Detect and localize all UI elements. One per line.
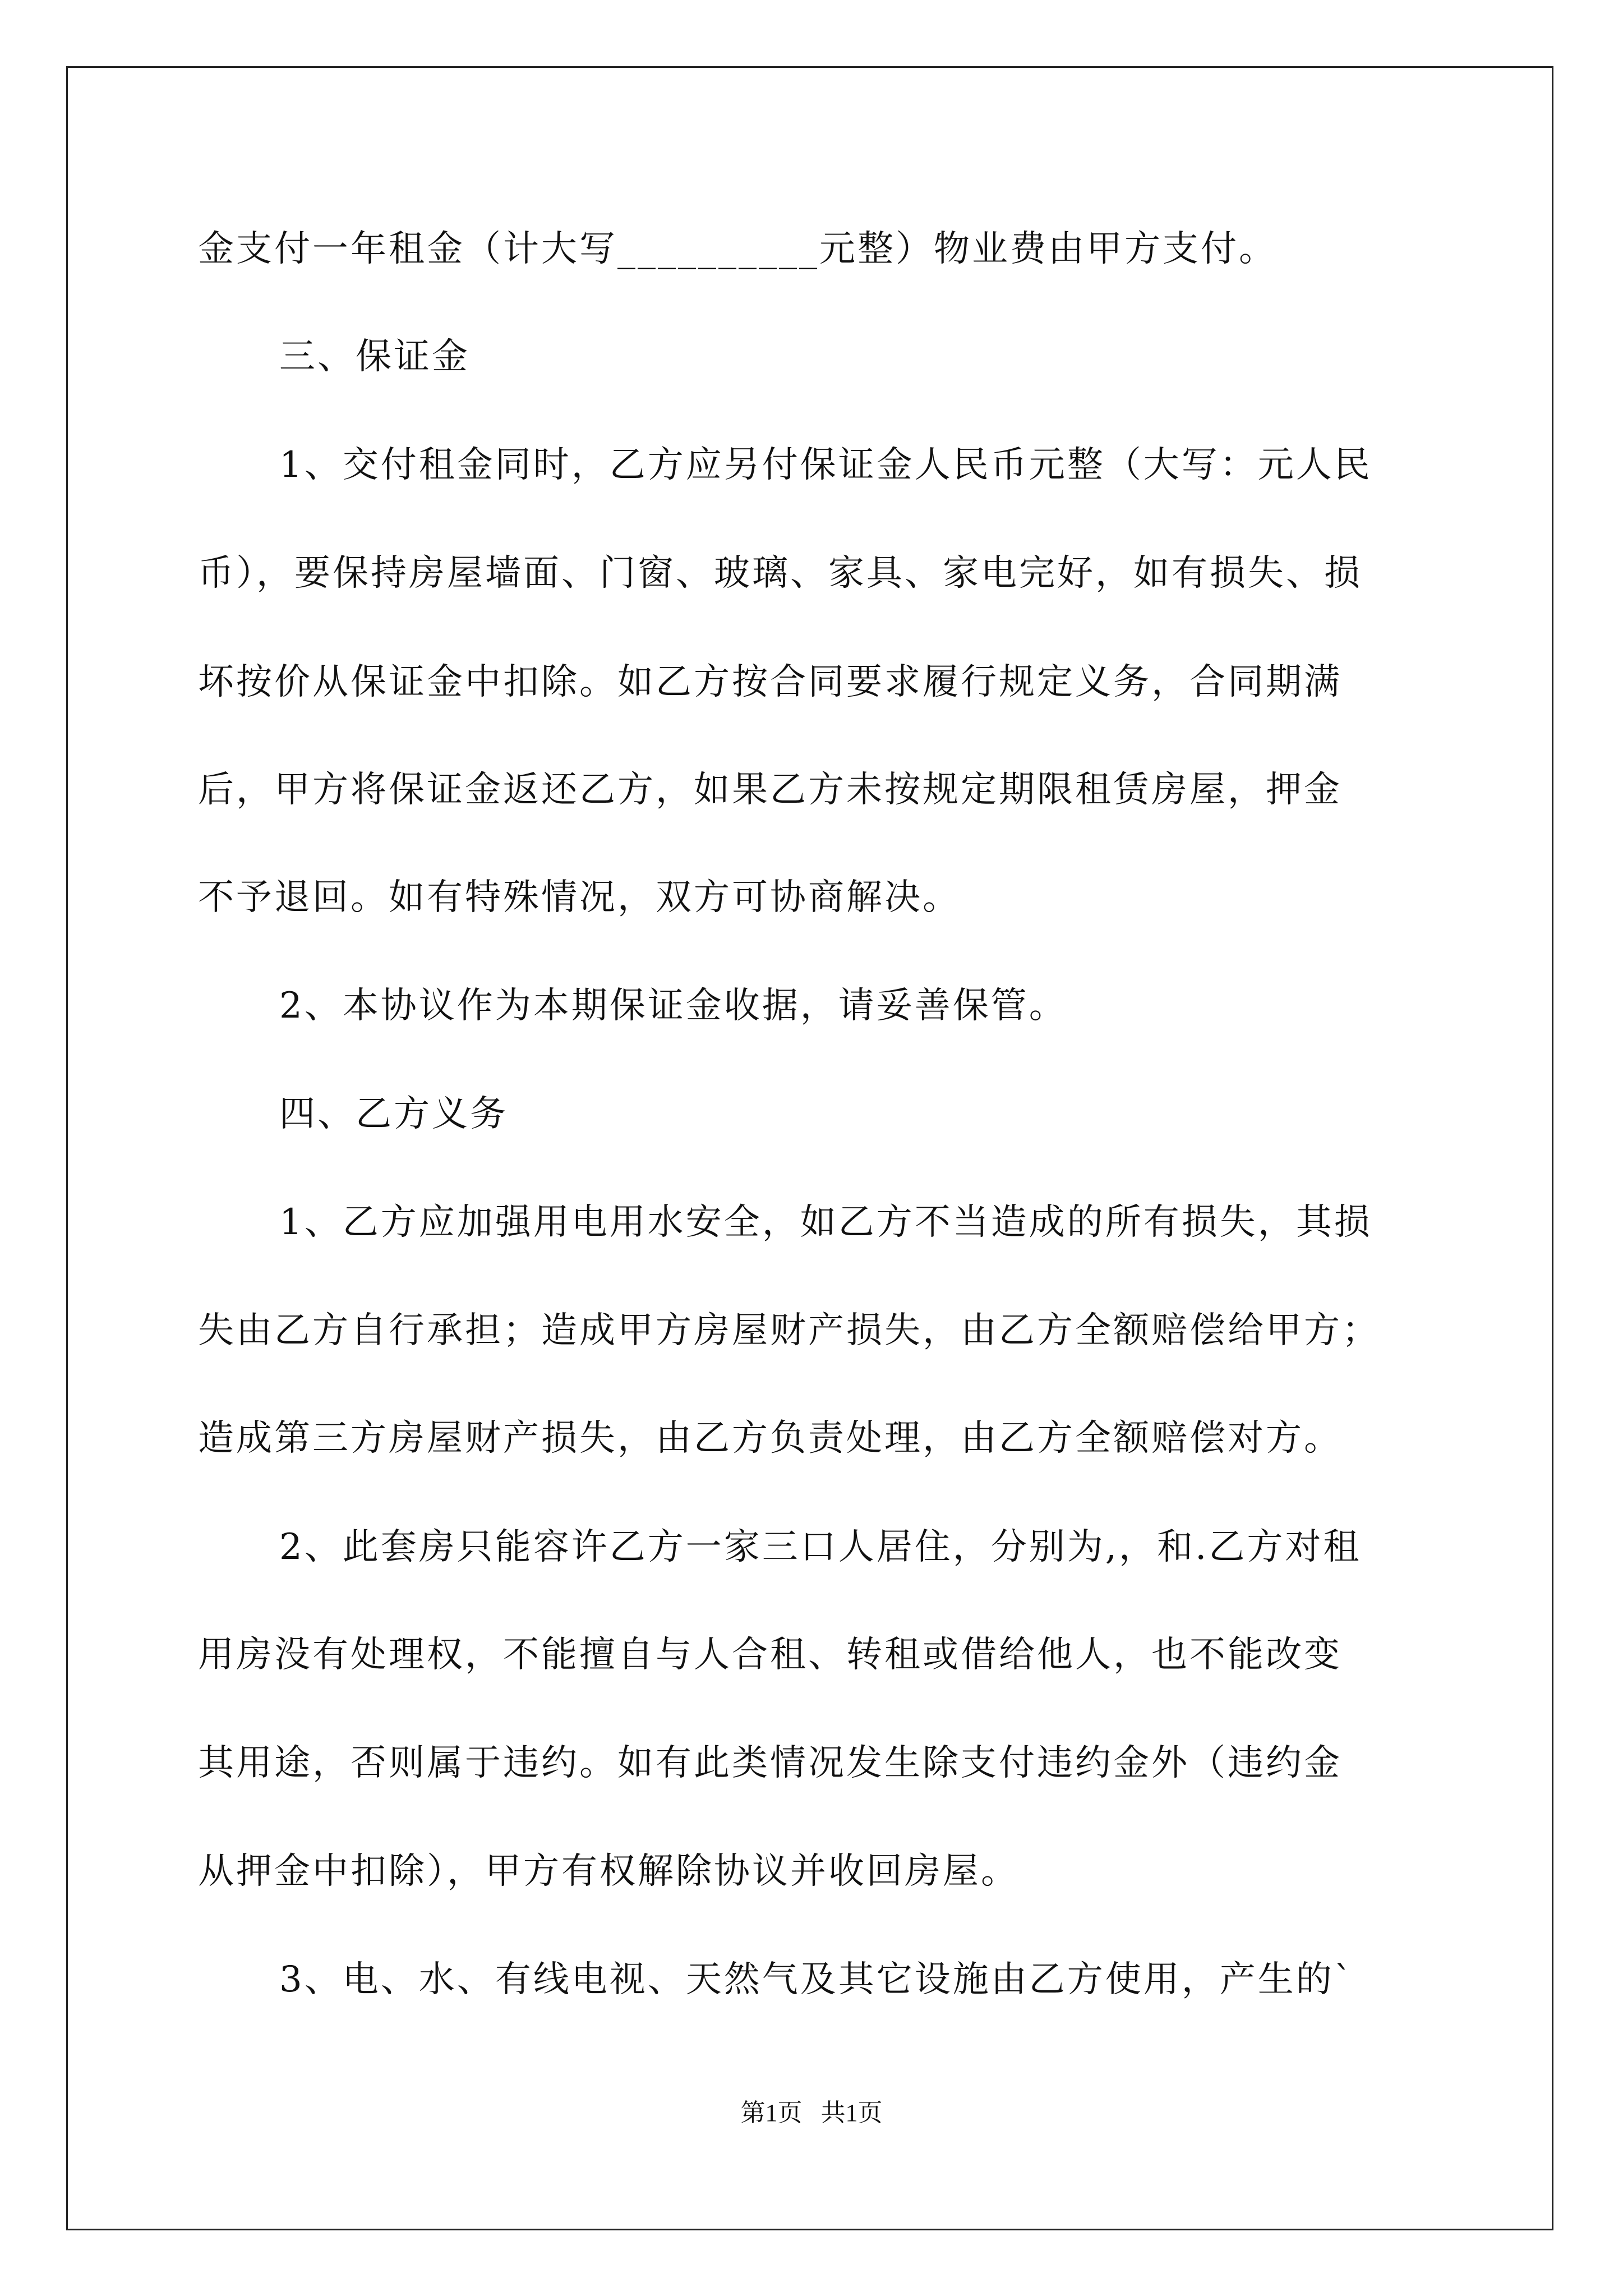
- body-line-5: 坏按价从保证金中扣除。如乙方按合同要求履行规定义务，合同期满: [198, 661, 1342, 703]
- body-line-16: 从押金中扣除），甲方有权解除协议并收回房屋。: [198, 1851, 1019, 1892]
- body-line-7: 不予退回。如有特殊情况，双方可协商解决。: [198, 877, 961, 918]
- section-heading-3: 三、保证金: [279, 336, 470, 378]
- page-footer: [0, 2101, 1623, 2125]
- page-total: 共1页: [820, 2099, 883, 2127]
- body-line-3: 1、交付租金同时，乙方应另付保证金人民币元整（大写：元人民: [279, 444, 1372, 486]
- body-line-12: 造成第三方房屋财产损失，由乙方负责处理，由乙方全额赔偿对方。: [198, 1418, 1342, 1459]
- body-line-6: 后，甲方将保证金返还乙方，如果乙方未按规定期限租赁房屋，押金: [198, 769, 1342, 811]
- body-line-13: 2、此套房只能容许乙方一家三口人居住，分别为,，和.乙方对租: [279, 1526, 1362, 1568]
- body-line-1: 金支付一年租金（计大写__________元整）物业费由甲方支付。: [198, 228, 1277, 270]
- body-line-15: 其用途，否则属于违约。如有此类情况发生除支付违约金外（违约金: [198, 1742, 1342, 1784]
- body-line-17: 3、电、水、有线电视、天然气及其它设施由乙方使用，产生的`: [279, 1959, 1354, 2000]
- body-line-10: 1、乙方应加强用电用水安全，如乙方不当造成的所有损失，其损: [279, 1202, 1372, 1243]
- body-line-14: 用房没有处理权，不能擅自与人合租、转租或借给他人，也不能改变: [198, 1634, 1342, 1676]
- section-heading-4: 四、乙方义务: [279, 1093, 508, 1135]
- page-number: 第1页: [740, 2099, 803, 2127]
- body-line-11: 失由乙方自行承担；造成甲方房屋财产损失，由乙方全额赔偿给甲方；: [198, 1310, 1380, 1351]
- body-line-8: 2、本协议作为本期保证金收据，请妥善保管。: [279, 985, 1067, 1027]
- body-line-4: 币），要保持房屋墙面、门窗、玻璃、家具、家电完好，如有损失、损: [198, 553, 1362, 594]
- page-border: [66, 66, 1553, 2230]
